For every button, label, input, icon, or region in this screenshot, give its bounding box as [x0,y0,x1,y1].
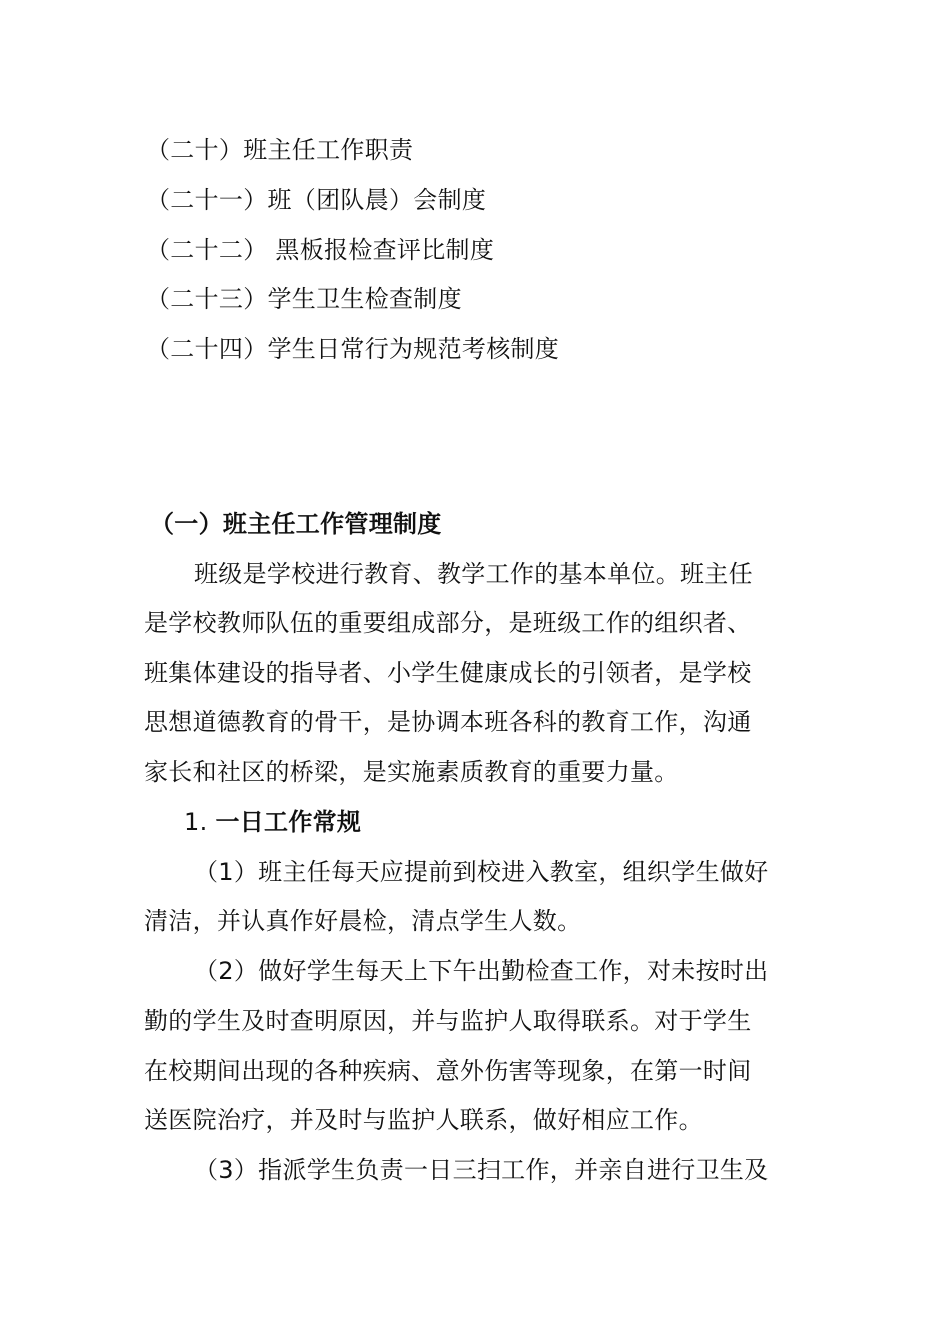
toc-item: （二十三）学生卫生检查制度 [146,285,462,313]
toc-item: （二十）班主任工作职责 [146,136,414,164]
paragraph-line: 在校期间出现的各种疾病、意外伤害等现象，在第一时间 [144,1057,752,1085]
subsection-number: 1. [184,808,208,836]
toc-item: （二十四）学生日常行为规范考核制度 [146,335,560,363]
subsection-heading [184,807,361,837]
paragraph-line: （1）班主任每天应提前到校进入教室，组织学生做好 [194,858,769,886]
section-heading: （一）班主任工作管理制度 [150,510,442,538]
paragraph-line: 送医院治疗，并及时与监护人联系，做好相应工作。 [144,1106,703,1134]
paragraph-line: 清洁，并认真作好晨检，清点学生人数。 [144,907,582,935]
paragraph-line: 思想道德教育的骨干，是协调本班各科的教育工作，沟通 [144,708,752,736]
toc-item: （二十一）班（团队晨）会制度 [146,186,487,214]
paragraph-line: 勤的学生及时查明原因，并与监护人取得联系。对于学生 [144,1007,752,1035]
paragraph-line: （2）做好学生每天上下午出勤检查工作，对未按时出 [194,957,769,985]
paragraph-line: 家长和社区的桥梁，是实施素质教育的重要力量。 [144,758,679,786]
paragraph-line: 班集体建设的指导者、小学生健康成长的引领者，是学校 [144,659,752,687]
paragraph-line: 是学校教师队伍的重要组成部分，是班级工作的组织者、 [144,609,752,637]
paragraph-line: （3）指派学生负责一日三扫工作，并亲自进行卫生及 [194,1156,769,1184]
paragraph-line: 班级是学校进行教育、教学工作的基本单位。班主任 [194,560,753,588]
subsection-title: 一日工作常规 [215,808,362,836]
toc-item: （二十二） 黑板报检查评比制度 [146,236,495,264]
